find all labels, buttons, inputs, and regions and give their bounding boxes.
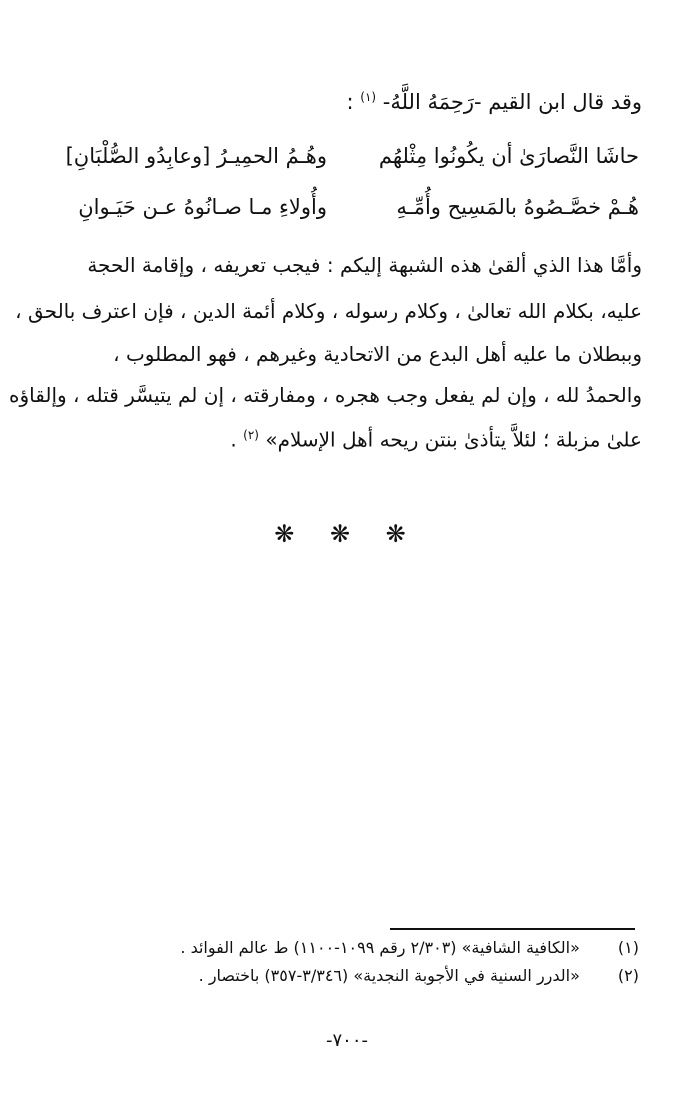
footnote-1 [180, 936, 639, 960]
paragraph-line-5 [230, 420, 642, 455]
intro-text: وقد قال ابن القيم -رَحِمَهُ اللَّهُ- [382, 90, 642, 114]
paragraph-line-1: وأمَّا هذا الذي ألقىٰ هذه الشبهة إليكم : فيجب تعريفه ، وإقامة الحجة [87, 253, 642, 277]
footnote-1-text: «الكافية الشافية» (٢/٣٠٣ رقم ١٠٩٩-١١٠٠) ط عالم الفوائد . [180, 938, 580, 957]
paragraph-line-4: والحمدُ لله ، وإن لم يفعل وجب هجره ، ومفارقته ، إن لم يتيسَّر قتله ، وإلقاؤه [9, 383, 642, 407]
footnote-ref-2: (٢) [243, 428, 259, 442]
page-number: -٧٠٠- [325, 1030, 368, 1051]
footnote-2 [199, 964, 639, 988]
section-separator: ❋ ❋ ❋ [274, 520, 420, 548]
paragraph-end-period: . [230, 427, 237, 452]
footnote-2-text: «الدرر السنية في الأجوبة النجدية» (٣/٣٤٦-٣٥٧) باختصار . [198, 966, 580, 985]
footnote-1-number: (١) [617, 938, 639, 957]
verse-2-second-hemistich: وأُولاءِ مـا صـانُوهُ عـن حَيَـوانِ [78, 195, 327, 219]
intro-colon: : [346, 90, 354, 114]
verse-1-second-hemistich: وهُـمُ الحمِيـرُ [وعابِدُو الصُّلْبَانِ] [65, 144, 327, 168]
intro-line [346, 82, 642, 117]
paragraph-line-2: عليه، بكلام الله تعالىٰ ، وكلام رسوله ، وكلام أئمة الدين ، فإن اعترف بالحق ، [15, 299, 642, 323]
paragraph-line-5-text: علىٰ مزبلة ؛ لئلاَّ يتأذىٰ بنتن ريحه أهل الإسلام» [265, 427, 642, 452]
footnote-2-number: (٢) [617, 966, 639, 985]
footnote-ref-1: (١) [360, 90, 377, 104]
paragraph-line-3: وببطلان ما عليه أهل البدع من الاتحادية وغيرهم ، فهو المطلوب ، [113, 342, 642, 366]
verse-1-first-hemistich: حاشَا النَّصارَىٰ أن يكُونُوا مِثْلهُم [378, 144, 639, 168]
verse-2-first-hemistich: هُـمْ خصَّـصُوهُ بالمَسِيح وأُمِّـهِ [396, 195, 639, 219]
footnote-divider [390, 928, 635, 930]
